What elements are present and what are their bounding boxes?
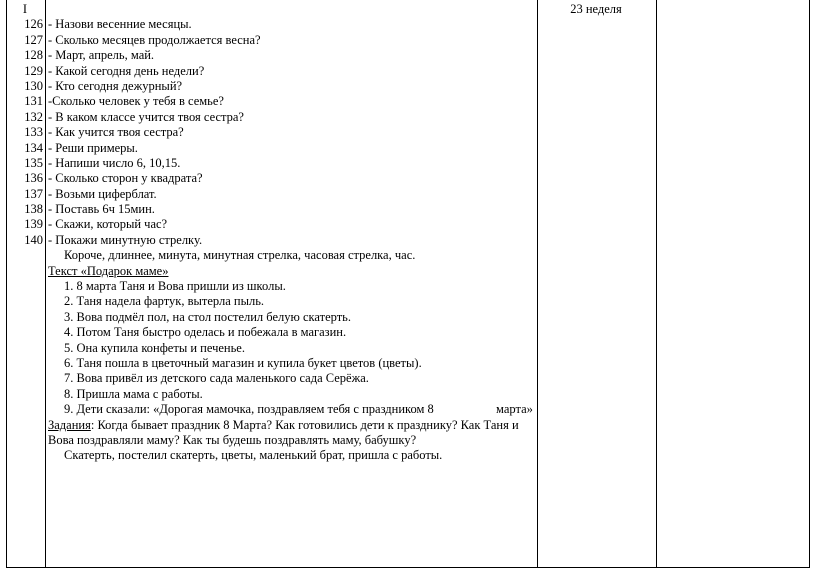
tasks-words: Скатерть, постелил скатерть, цветы, маленький брат, пришла с работы. [64, 448, 443, 463]
line-number: 136 [24, 171, 43, 186]
tasks-line-2: Вова поздравляли маму? Как ты будешь поздравлять маму, бабушку? [48, 432, 417, 447]
tasks-line [48, 418, 536, 433]
line-number: 137 [24, 186, 43, 201]
line-number: 138 [24, 202, 43, 217]
story-item-9-end: марта» [496, 402, 533, 417]
table-divider-3 [656, 0, 657, 568]
question-line: - Напиши число 6, 10,15. [48, 155, 181, 170]
week-label: 23 неделя [570, 2, 622, 16]
table-divider-2 [537, 0, 538, 568]
line-number: 131 [24, 94, 43, 109]
story-item: 1. 8 марта Таня и Вова пришли из школы. [64, 279, 286, 294]
story-item: 4. Потом Таня быстро оделась и побежала в магазин. [64, 325, 347, 340]
question-line: - Как учится твоя сестра? [48, 125, 184, 140]
line-number: 127 [24, 32, 43, 47]
question-line: -Сколько человек у тебя в семье? [48, 94, 224, 109]
question-line: - Покажи минутную стрелку. [48, 232, 203, 247]
line-number: 130 [24, 78, 43, 93]
table-divider-1 [45, 0, 46, 568]
story-title [48, 264, 536, 279]
lesson-content [48, 17, 536, 463]
question-line: - Какой сегодня день недели? [48, 63, 205, 78]
story-item-9 [48, 402, 536, 417]
line-number: 133 [24, 125, 43, 140]
line-number: 132 [24, 109, 43, 124]
question-line: - В каком классе учится твоя сестра? [48, 109, 244, 124]
line-number-column [7, 2, 43, 248]
story-item: 5. Она купила конфеты и печенье. [64, 340, 245, 355]
story-title-text: Текст «Подарок маме» [48, 263, 169, 278]
line-number: 135 [24, 155, 43, 170]
question-line: - Сколько сторон у квадрата? [48, 171, 203, 186]
line-number: 129 [24, 63, 43, 78]
question-line: - Реши примеры. [48, 140, 138, 155]
tasks-label: Задания [48, 417, 91, 432]
question-line: - Сколько месяцев продолжается весна? [48, 32, 261, 47]
line-number: 134 [24, 140, 43, 155]
story-item: 2. Таня надела фартук, вытерла пыль. [64, 294, 265, 309]
tasks-text-1: : Когда бывает праздник 8 Марта? Как готовились дети к празднику? Как Таня и [90, 417, 519, 432]
line-number: 140 [24, 232, 43, 247]
line-number: 139 [24, 217, 43, 232]
line-number: 128 [24, 48, 43, 63]
question-line: - Назови весенние месяцы. [48, 17, 192, 32]
question-line: - Возьми циферблат. [48, 186, 157, 201]
question-line: - Кто сегодня дежурный? [48, 78, 183, 93]
vocabulary-line: Короче, длиннее, минута, минутная стрелка, часовая стрелка, час. [64, 248, 416, 263]
story-item: 8. Пришла мама с работы. [64, 386, 203, 401]
line-number: 126 [24, 17, 43, 32]
table-border-right [809, 0, 810, 568]
table-border-bottom [6, 567, 810, 568]
story-item: 3. Вова подмёл пол, на стол постелил белую скатерть. [64, 309, 352, 324]
story-item: 7. Вова привёл из детского сада маленького сада Серёжа. [64, 371, 369, 386]
question-line: - Скажи, который час? [48, 217, 168, 232]
story-item: 6. Таня пошла в цветочный магазин и купила букет цветов (цветы). [64, 355, 422, 370]
question-line: - Март, апрель, май. [48, 48, 155, 63]
story-item-9-start: 9. Дети сказали: «Дорогая мамочка, поздравляем тебя с праздником 8 [64, 402, 434, 417]
question-line: - Поставь 6ч 15мин. [48, 202, 155, 217]
section-roman-numeral: I [22, 2, 28, 16]
